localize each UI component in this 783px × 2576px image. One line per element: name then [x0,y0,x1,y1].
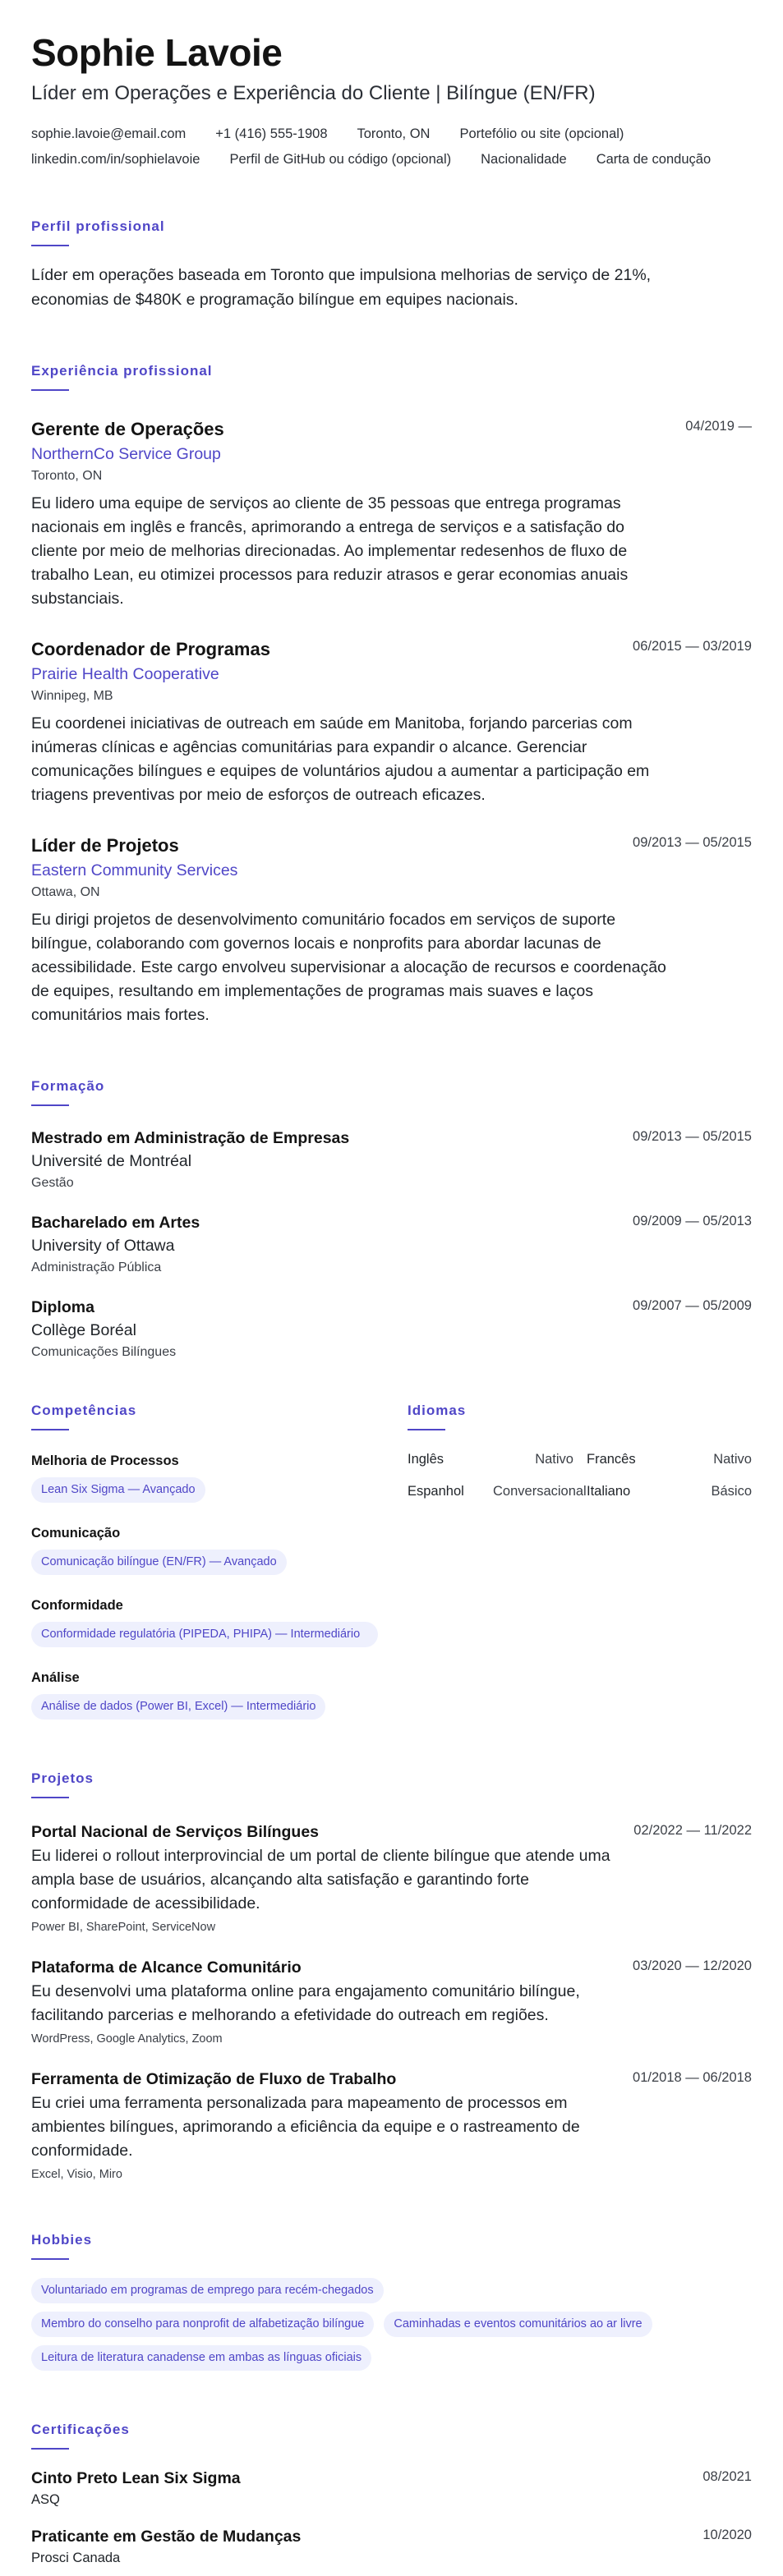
certification-name: Praticante em Gestão de Mudanças [31,2528,302,2546]
job-description: Eu dirigi projetos de desenvolvimento comunitário focados em serviços de suporte bilíngue, colaborando com governos locais e nonprofits para abordar lacunas de acessibilidade. Este cargo envolveu supervisionar a alocação de recursos e coordenação de equipes, resultando em implementações de programas mais suaves e laços comunitários mais fortes. [31,911,666,1024]
section-title: Formação [31,1078,105,1094]
contact-location: Toronto, ON [357,126,431,141]
project-item [31,1957,752,2046]
contact-linkedin[interactable]: linkedin.com/in/sophielavoie [31,152,200,167]
skills-section [31,1403,408,1720]
job-dates: 04/2019 — [685,419,752,434]
job-dates: 09/2013 — 05/2015 [633,835,752,850]
job-title: Coordenador de Programas [31,639,270,659]
languages-section [408,1403,752,1720]
hobby-chip: Caminhadas e eventos comunitários ao ar livre [384,2312,652,2337]
section-divider [31,2448,69,2450]
skill-group [31,1453,408,1503]
section-title: Idiomas [408,1403,467,1418]
section-divider [31,389,69,391]
contact-phone[interactable]: +1 (416) 555-1908 [215,126,328,141]
experience-item [31,637,752,807]
project-name: Plataforma de Alcance Comunitário [31,1958,302,1977]
school-name: Collège Boréal [31,1321,136,1339]
skill-group [31,1526,408,1575]
skill-chip: Conformidade regulatória (PIPEDA, PHIPA) — Intermediário [31,1622,378,1647]
section-title: Competências [31,1403,137,1418]
language-name: Espanhol [408,1484,464,1499]
certification-item [31,2526,752,2566]
skill-chip: Análise de dados (Power BI, Excel) — Intermediário [31,1694,325,1720]
education-section [31,1078,752,1360]
job-description: Eu coordenei iniciativas de outreach em saúde em Manitoba, forjando parcerias com inúmeras clínicas e agências comunitárias para expandir o alcance. Gerenciar comunicações bilíngues e equipes de voluntários ajudou a aumentar a participação em triagens preventivas por meio de esforços de outreach eficazes. [31,714,650,804]
contact-portfolio[interactable]: Portefólio ou site (opcional) [459,126,624,141]
hobby-chip: Voluntariado em programas de emprego para recém-chegados [31,2278,384,2303]
hobby-row [31,2278,752,2303]
education-item [31,1127,752,1191]
candidate-name: Sophie Lavoie [31,31,283,74]
certification-name: Cinto Preto Lean Six Sigma [31,2469,241,2487]
section-divider [31,1104,69,1106]
education-item [31,1212,752,1275]
degree-name: Bacharelado em Artes [31,1214,200,1232]
section-title: Projetos [31,1770,94,1786]
project-dates: 03/2020 — 12/2020 [633,1958,752,1973]
company-name: NorthernCo Service Group [31,445,221,463]
skill-chip: Lean Six Sigma — Avançado [31,1477,205,1503]
education-item [31,1297,752,1360]
language-level: Nativo [713,1452,752,1467]
project-item [31,1821,752,1934]
summary-text: Líder em operações baseada em Toronto que impulsiona melhorias de serviço de 21%, economias de $480K e programação bilíngue em equipes nacionais. [31,266,652,309]
section-divider [31,2258,69,2260]
contact-github[interactable]: Perfil de GitHub ou código (opcional) [229,152,452,167]
contact-email[interactable]: sophie.lavoie@email.com [31,126,187,141]
section-title: Experiência profissional [31,363,213,379]
job-title: Líder de Projetos [31,835,179,856]
language-name: Italiano [587,1484,631,1499]
hobby-list [31,2278,752,2371]
language-level: Nativo [535,1452,573,1467]
contact-nationality: Nacionalidade [481,152,567,167]
skill-category: Melhoria de Processos [31,1453,179,1468]
project-item [31,2069,752,2181]
field-of-study: Gestão [31,1176,74,1190]
language-name: Inglês [408,1452,444,1467]
language-name: Francês [587,1452,636,1467]
certification-item [31,2468,752,2508]
job-description: Eu lidero uma equipe de serviços ao cliente de 35 pessoas que entrega programas nacionais em inglês e francês, aprimorando a entrega de serviços e a satisfação do cliente por meio de melhorias direcionadas. Ao implementar redesenhos de fluxo de trabalho Lean, eu otimizei processos para reduzir atrasos e gerar economias anuais substanciais. [31,494,629,608]
certification-date: 10/2020 [702,2528,752,2542]
education-dates: 09/2009 — 05/2013 [633,1214,752,1228]
hobby-row [31,2345,752,2371]
section-divider [31,245,69,246]
company-name: Eastern Community Services [31,861,238,879]
field-of-study: Administração Pública [31,1260,162,1274]
contact-list [31,126,752,168]
hobbies-section [31,2232,752,2371]
job-location: Winnipeg, MB [31,689,113,703]
field-of-study: Comunicações Bilíngues [31,1345,177,1359]
job-dates: 06/2015 — 03/2019 [633,639,752,654]
experience-section [31,363,752,1027]
company-name: Prairie Health Cooperative [31,665,219,683]
section-title: Certificações [31,2422,130,2437]
project-tech: Power BI, SharePoint, ServiceNow [31,1921,216,1934]
skill-category: Comunicação [31,1526,121,1541]
section-divider [31,1429,69,1430]
skill-category: Conformidade [31,1598,123,1613]
section-title: Perfil profissional [31,218,165,234]
project-dates: 02/2022 — 11/2022 [633,1823,752,1838]
summary-section [31,218,752,312]
experience-item [31,833,752,1027]
school-name: University of Ottawa [31,1237,175,1255]
hobby-chip: Leitura de literatura canadense em ambas as línguas oficiais [31,2345,371,2371]
contact-license: Carta de condução [596,152,712,167]
section-title: Hobbies [31,2232,93,2248]
language-level: Conversacional [493,1484,587,1499]
skills-languages-row [31,1403,752,1720]
certification-issuer: Prosci Canada [31,2551,121,2565]
skill-category: Análise [31,1670,80,1685]
project-name: Portal Nacional de Serviços Bilíngues [31,1823,320,1841]
section-divider [408,1429,445,1430]
skill-chip: Comunicação bilíngue (EN/FR) — Avançado [31,1550,287,1575]
headline: Líder em Operações e Experiência do Cliente | Bilíngue (EN/FR) [31,82,596,104]
skill-group [31,1598,408,1647]
hobby-chip: Membro do conselho para nonprofit de alfabetização bilíngue [31,2312,374,2337]
experience-item [31,417,752,611]
job-location: Ottawa, ON [31,885,100,899]
project-description: Eu criei uma ferramenta personalizada para mapeamento de processos em ambientes bilíngues, aprimorando a eficiência da equipe e o rastreamento de conformidade. [31,2094,580,2160]
certifications-section [31,2422,752,2566]
language-level: Básico [711,1484,752,1499]
education-dates: 09/2013 — 05/2015 [633,1129,752,1144]
degree-name: Mestrado em Administração de Empresas [31,1129,350,1147]
section-divider [31,1797,69,1798]
degree-name: Diploma [31,1298,94,1316]
education-dates: 09/2007 — 05/2009 [633,1298,752,1313]
project-tech: Excel, Visio, Miro [31,2168,122,2181]
skill-group [31,1670,408,1720]
project-description: Eu desenvolvi uma plataforma online para engajamento comunitário bilíngue, facilitando parcerias e melhorando a efetividade do outreach em regiões. [31,1982,580,2024]
school-name: Université de Montréal [31,1152,192,1170]
job-title: Gerente de Operações [31,419,224,439]
certification-date: 08/2021 [702,2469,752,2484]
project-tech: WordPress, Google Analytics, Zoom [31,2032,223,2046]
project-description: Eu liderei o rollout interprovincial de um portal de cliente bilíngue que atende uma ampla base de usuários, alcançando alta satisfação e garantindo forte conformidade de acessibilidade. [31,1847,610,1912]
languages-grid [408,1452,752,1499]
project-name: Ferramenta de Otimização de Fluxo de Trabalho [31,2070,397,2088]
project-dates: 01/2018 — 06/2018 [633,2070,752,2085]
projects-section [31,1770,752,2181]
certification-issuer: ASQ [31,2492,60,2507]
job-location: Toronto, ON [31,469,103,483]
hobby-row [31,2312,752,2337]
